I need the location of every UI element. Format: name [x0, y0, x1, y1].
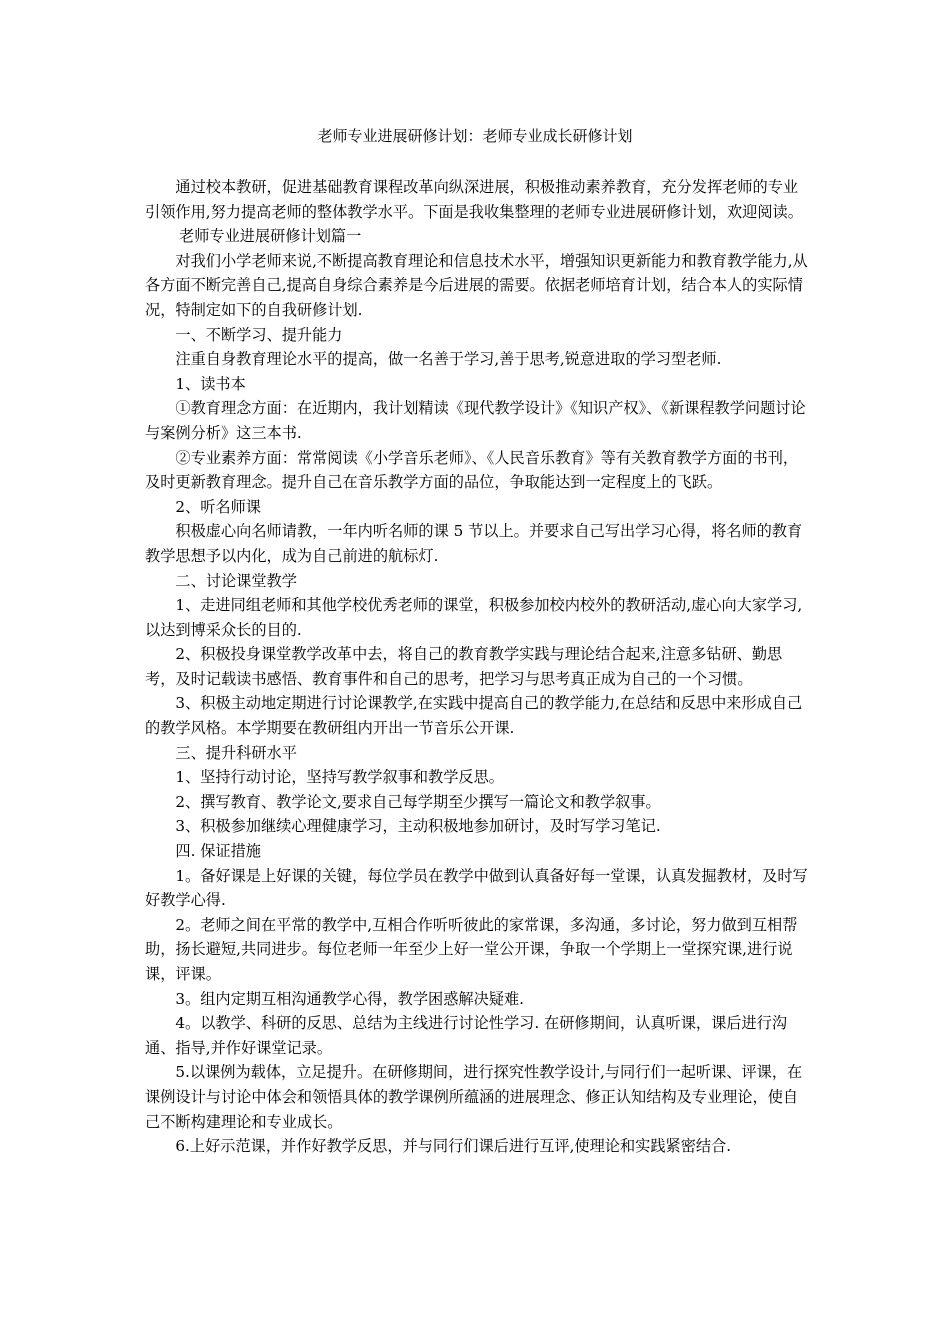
section-heading: 三、提升科研水平: [175, 743, 297, 762]
paragraph: 3。组内定期互相沟通教学心得，教学困惑解决疑难.: [175, 989, 525, 1008]
paragraph: 6.上好示范课，并作好教学反思，并与同行们课后进行互评,使理论和实践紧密结合.: [175, 1137, 732, 1156]
paragraph: 1。备好课是上好课的关键，每位学员在教学中做到认真备好每一堂课，认真发掘教材，及时写好教学心得.: [145, 866, 808, 910]
paragraph: 3、积极参加继续心理健康学习，主动积极地参加研讨，及时写学习笔记.: [175, 817, 661, 836]
paragraph: 积极虚心向名师请教，一年内听名师的课 5 节以上。并要求自己写出学习心得，将名师的教育教学思想予以内化，成为自己前进的航标灯.: [145, 522, 803, 565]
section-heading-part-one: 老师专业进展研修计划篇一: [179, 227, 362, 246]
section-heading: 一、不断学习、提升能力: [175, 325, 343, 344]
paragraph: ①教育理念方面：在近期内，我计划精读《现代教学设计》《知识产权》、《新课程教学问题讨论与案例分析》这三本书.: [145, 399, 806, 442]
paragraph: ②专业素养方面：常常阅读《小学音乐老师》、《人民音乐教育》等有关教育教学方面的书刊，及时更新教育理念。提升自己在音乐教学方面的品位，争取能达到一定程度上的飞跃。: [145, 448, 799, 492]
subsection-heading: 2、听名师课: [175, 497, 261, 516]
section-heading: 二、讨论课堂教学: [175, 571, 297, 590]
paragraph: 对我们小学老师来说,不断提高教育理论和信息技术水平，增强知识更新能力和教育教学能力,从各方面不断完善自己,提高自身综合素养是今后进展的需要。依据老师培育计划，结合本人的实际情况，特制定如下的自我研修计划.: [145, 251, 808, 319]
paragraph: 1、坚持行动讨论，坚持写教学叙事和教学反思。: [175, 768, 504, 787]
intro-paragraph: [145, 175, 810, 249]
paragraph: 5.以课例为载体，立足提升。在研修期间，进行探究性教学设计,与同行们一起听课、评课，在课例设计与讨论中体会和领悟具体的教学课例所蕴涵的进展理念、修正认知结构及专业理论，使自己不断构建理论和专业成长。: [145, 1063, 803, 1131]
subsection-heading: 1、读书本: [175, 374, 246, 393]
paragraph: 2、撰写教育、教学论文,要求自己每学期至少撰写一篇论文和教学叙事。: [175, 792, 661, 811]
paragraph: 3、积极主动地定期进行讨论课教学,在实践中提高自己的教学能力,在总结和反思中来形成自己的教学风格。本学期要在教研组内开出一节音乐公开课.: [145, 694, 803, 738]
paragraph: 4。以教学、科研的反思、总结为主线进行讨论性学习. 在研修期间，认真听课，课后进行沟通、指导,并作好课堂记录。: [145, 1014, 788, 1057]
paragraph: 注重自身教育理论水平的提高，做一名善于学习,善于思考,锐意进取的学习型老师.: [175, 350, 722, 369]
document-body: [145, 175, 810, 1159]
intro-text: 通过校本教研，促进基础教育课程改革向纵深进展，积极推动素养教育，充分发挥老师的专业引领作用,努力提高老师的整体教学水平。下面是我收集整理的老师专业进展研修计划，欢迎阅读。: [145, 178, 803, 221]
section-heading: 四. 保证措施: [175, 842, 261, 861]
paragraph: 1、走进同组老师和其他学校优秀老师的课堂，积极参加校内校外的教研活动,虚心向大家学习,以达到博采众长的目的.: [145, 596, 803, 639]
document-title: 老师专业进展研修计划：老师专业成长研修计划: [317, 127, 633, 145]
paragraph: 2。老师之间在平常的教学中,互相合作听听彼此的家常课，多沟通，多讨论，努力做到互相帮助，扬长避短,共同进步。每位老师一年至少上好一堂公开课，争取一个学期上一堂探究课,进行说课，评课。: [145, 915, 798, 983]
paragraph: 2、积极投身课堂教学改革中去，将自己的教育教学实践与理论结合起来,注意多钻研、勤思考，及时记载读书感悟、教育事件和自己的思考，把学习与思考真正成为自己的一个习惯。: [145, 645, 783, 688]
